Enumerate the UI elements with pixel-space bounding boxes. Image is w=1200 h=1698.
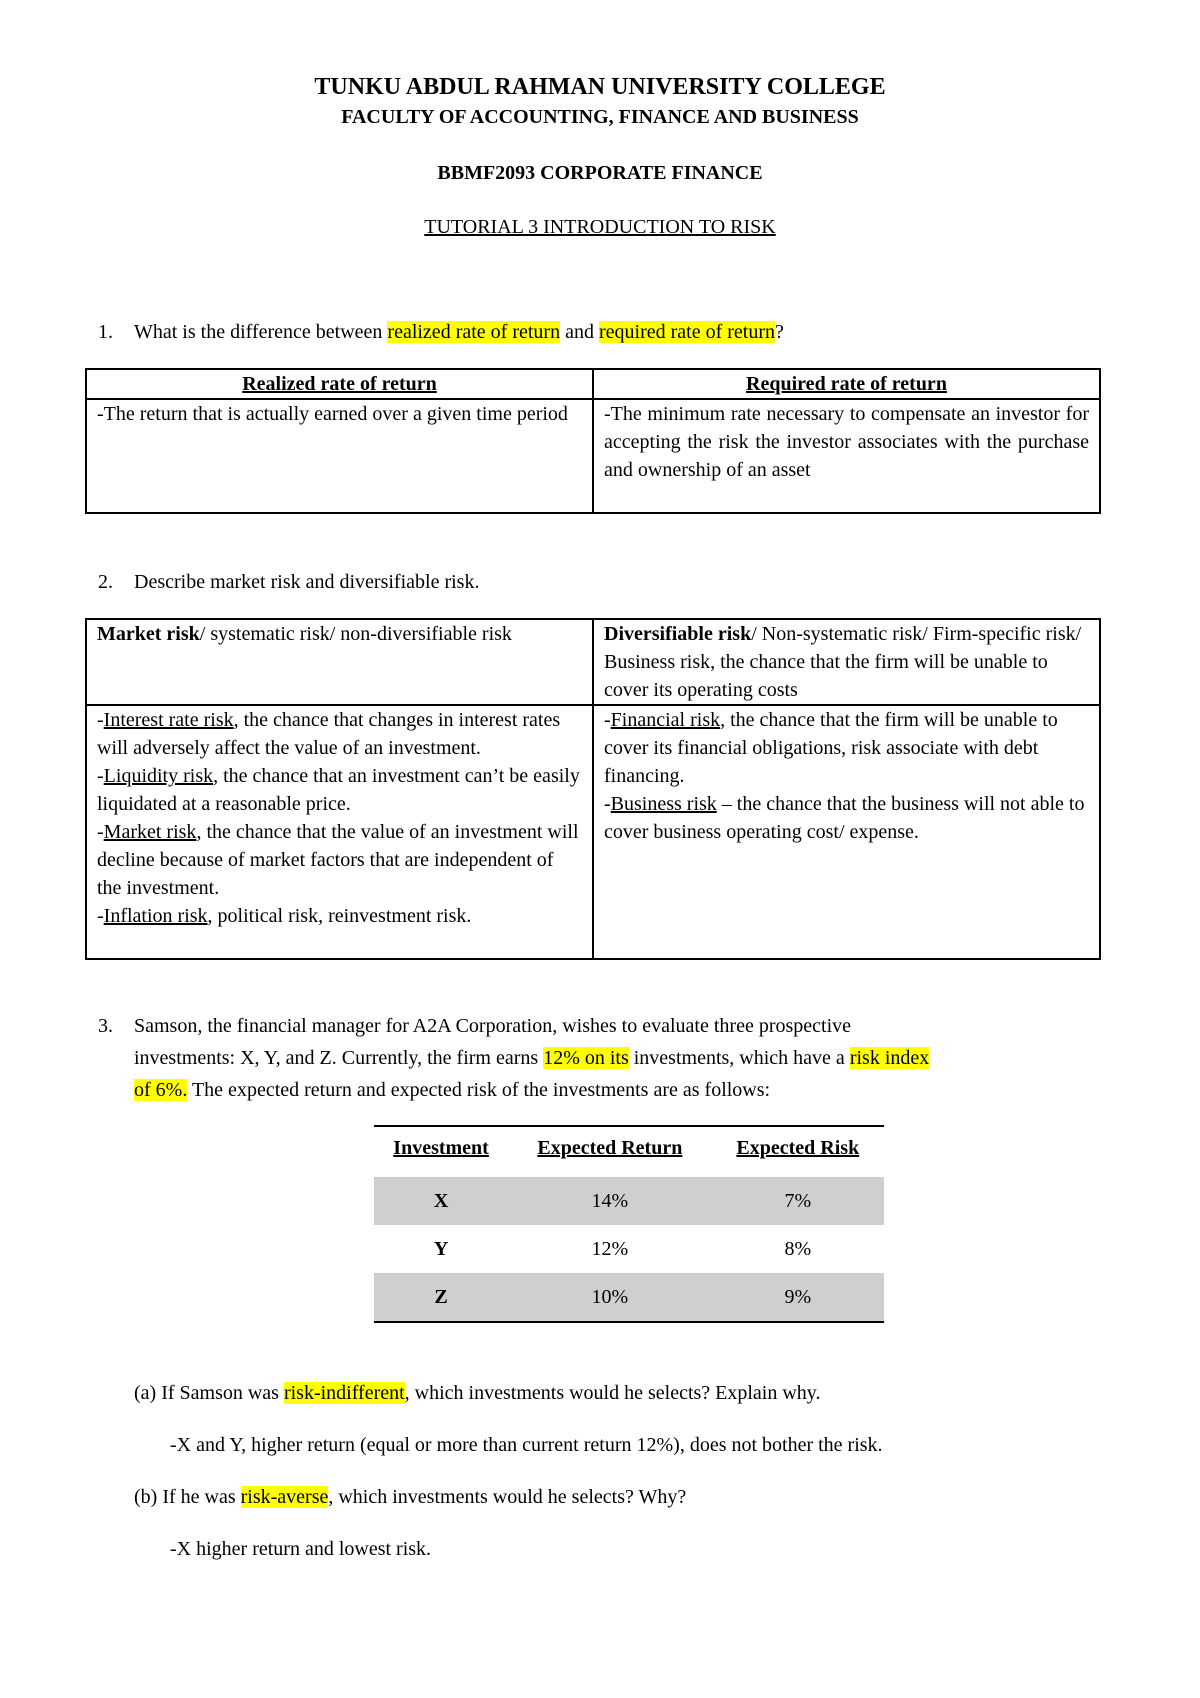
course-title: BBMF2093 CORPORATE FINANCE — [437, 162, 763, 184]
subquestion-a: (a) If Samson was risk-indifferent, which investments would he selects? Explain why. — [134, 1382, 821, 1404]
question-text: Describe market risk and diversifiable risk. — [134, 571, 480, 593]
question-number: 1. — [98, 321, 113, 343]
table-header: Investment — [374, 1126, 508, 1169]
highlight: required rate of return — [598, 321, 775, 343]
question-text: investments: X, Y, and Z. Currently, the firm earns 12% on its investments, which have a risk index — [134, 1047, 930, 1069]
table-header: Realized rate of return — [86, 369, 593, 399]
table-cell: -The minimum rate necessary to compensate an investor for accepting the risk the investor associates with the purchase and ownership of an asset — [593, 399, 1100, 513]
subquestion-b: (b) If he was risk-averse, which investments would he selects? Why? — [134, 1486, 687, 1508]
table-row: X 14% 7% — [374, 1177, 884, 1225]
table-cell: -The return that is actually earned over a given time period — [86, 399, 593, 513]
highlight: risk-indifferent — [283, 1382, 405, 1404]
faculty-name: FACULTY OF ACCOUNTING, FINANCE AND BUSINESS — [341, 106, 859, 128]
question-text: Samson, the financial manager for A2A Corporation, wishes to evaluate three prospective — [134, 1015, 852, 1037]
highlight: realized rate of return — [387, 321, 561, 343]
question-number: 3. — [98, 1015, 113, 1037]
table-header: Required rate of return — [593, 369, 1100, 399]
table-cell: -Interest rate risk, the chance that changes in interest rates will adversely affect the value of an investment. -Liquidity risk, the chance that an investment can’t be easily liquidated at a reasonable price. -Market risk, the chance that the value of an investment will decline because of market factors that are independent of the investment. -Inflation risk, political risk, reinvestment risk. — [86, 705, 593, 959]
rates-table — [85, 368, 1101, 514]
question-text: What is the difference between realized rate of return and required rate of return? — [134, 321, 784, 343]
answer-a: -X and Y, higher return (equal or more than current return 12%), does not bother the risk. — [170, 1434, 883, 1456]
table-row: Y 12% 8% — [433, 1237, 812, 1260]
answer-b: -X higher return and lowest risk. — [170, 1538, 432, 1560]
question-number: 2. — [98, 571, 113, 593]
highlight: 12% on its — [543, 1047, 629, 1069]
investments-table — [374, 1125, 884, 1323]
table-cell: Market risk/ systematic risk/ non-diversifiable risk — [86, 619, 593, 705]
table-header: Expected Return — [508, 1126, 712, 1169]
university-name: TUNKU ABDUL RAHMAN UNIVERSITY COLLEGE — [314, 74, 886, 100]
table-header: Expected Risk — [712, 1126, 884, 1169]
highlight: risk index — [849, 1047, 930, 1069]
table-row: Z 10% 9% — [374, 1273, 884, 1322]
risk-table — [85, 618, 1101, 960]
highlight: risk-averse — [240, 1486, 329, 1508]
tutorial-title: TUTORIAL 3 INTRODUCTION TO RISK — [424, 216, 776, 238]
table-cell: Diversifiable risk/ Non-systematic risk/ Firm-specific risk/ Business risk, the chance that the firm will be unable to cover its operating costs — [593, 619, 1100, 705]
question-text: of 6%. The expected return and expected risk of the investments are as follows: — [134, 1079, 771, 1101]
table-cell: -Financial risk, the chance that the firm will be unable to cover its financial obligations, risk associate with debt financing. -Business risk – the chance that the business will not able to cover business operating cost/ expense. — [593, 705, 1100, 959]
highlight: of 6%. — [134, 1079, 188, 1101]
